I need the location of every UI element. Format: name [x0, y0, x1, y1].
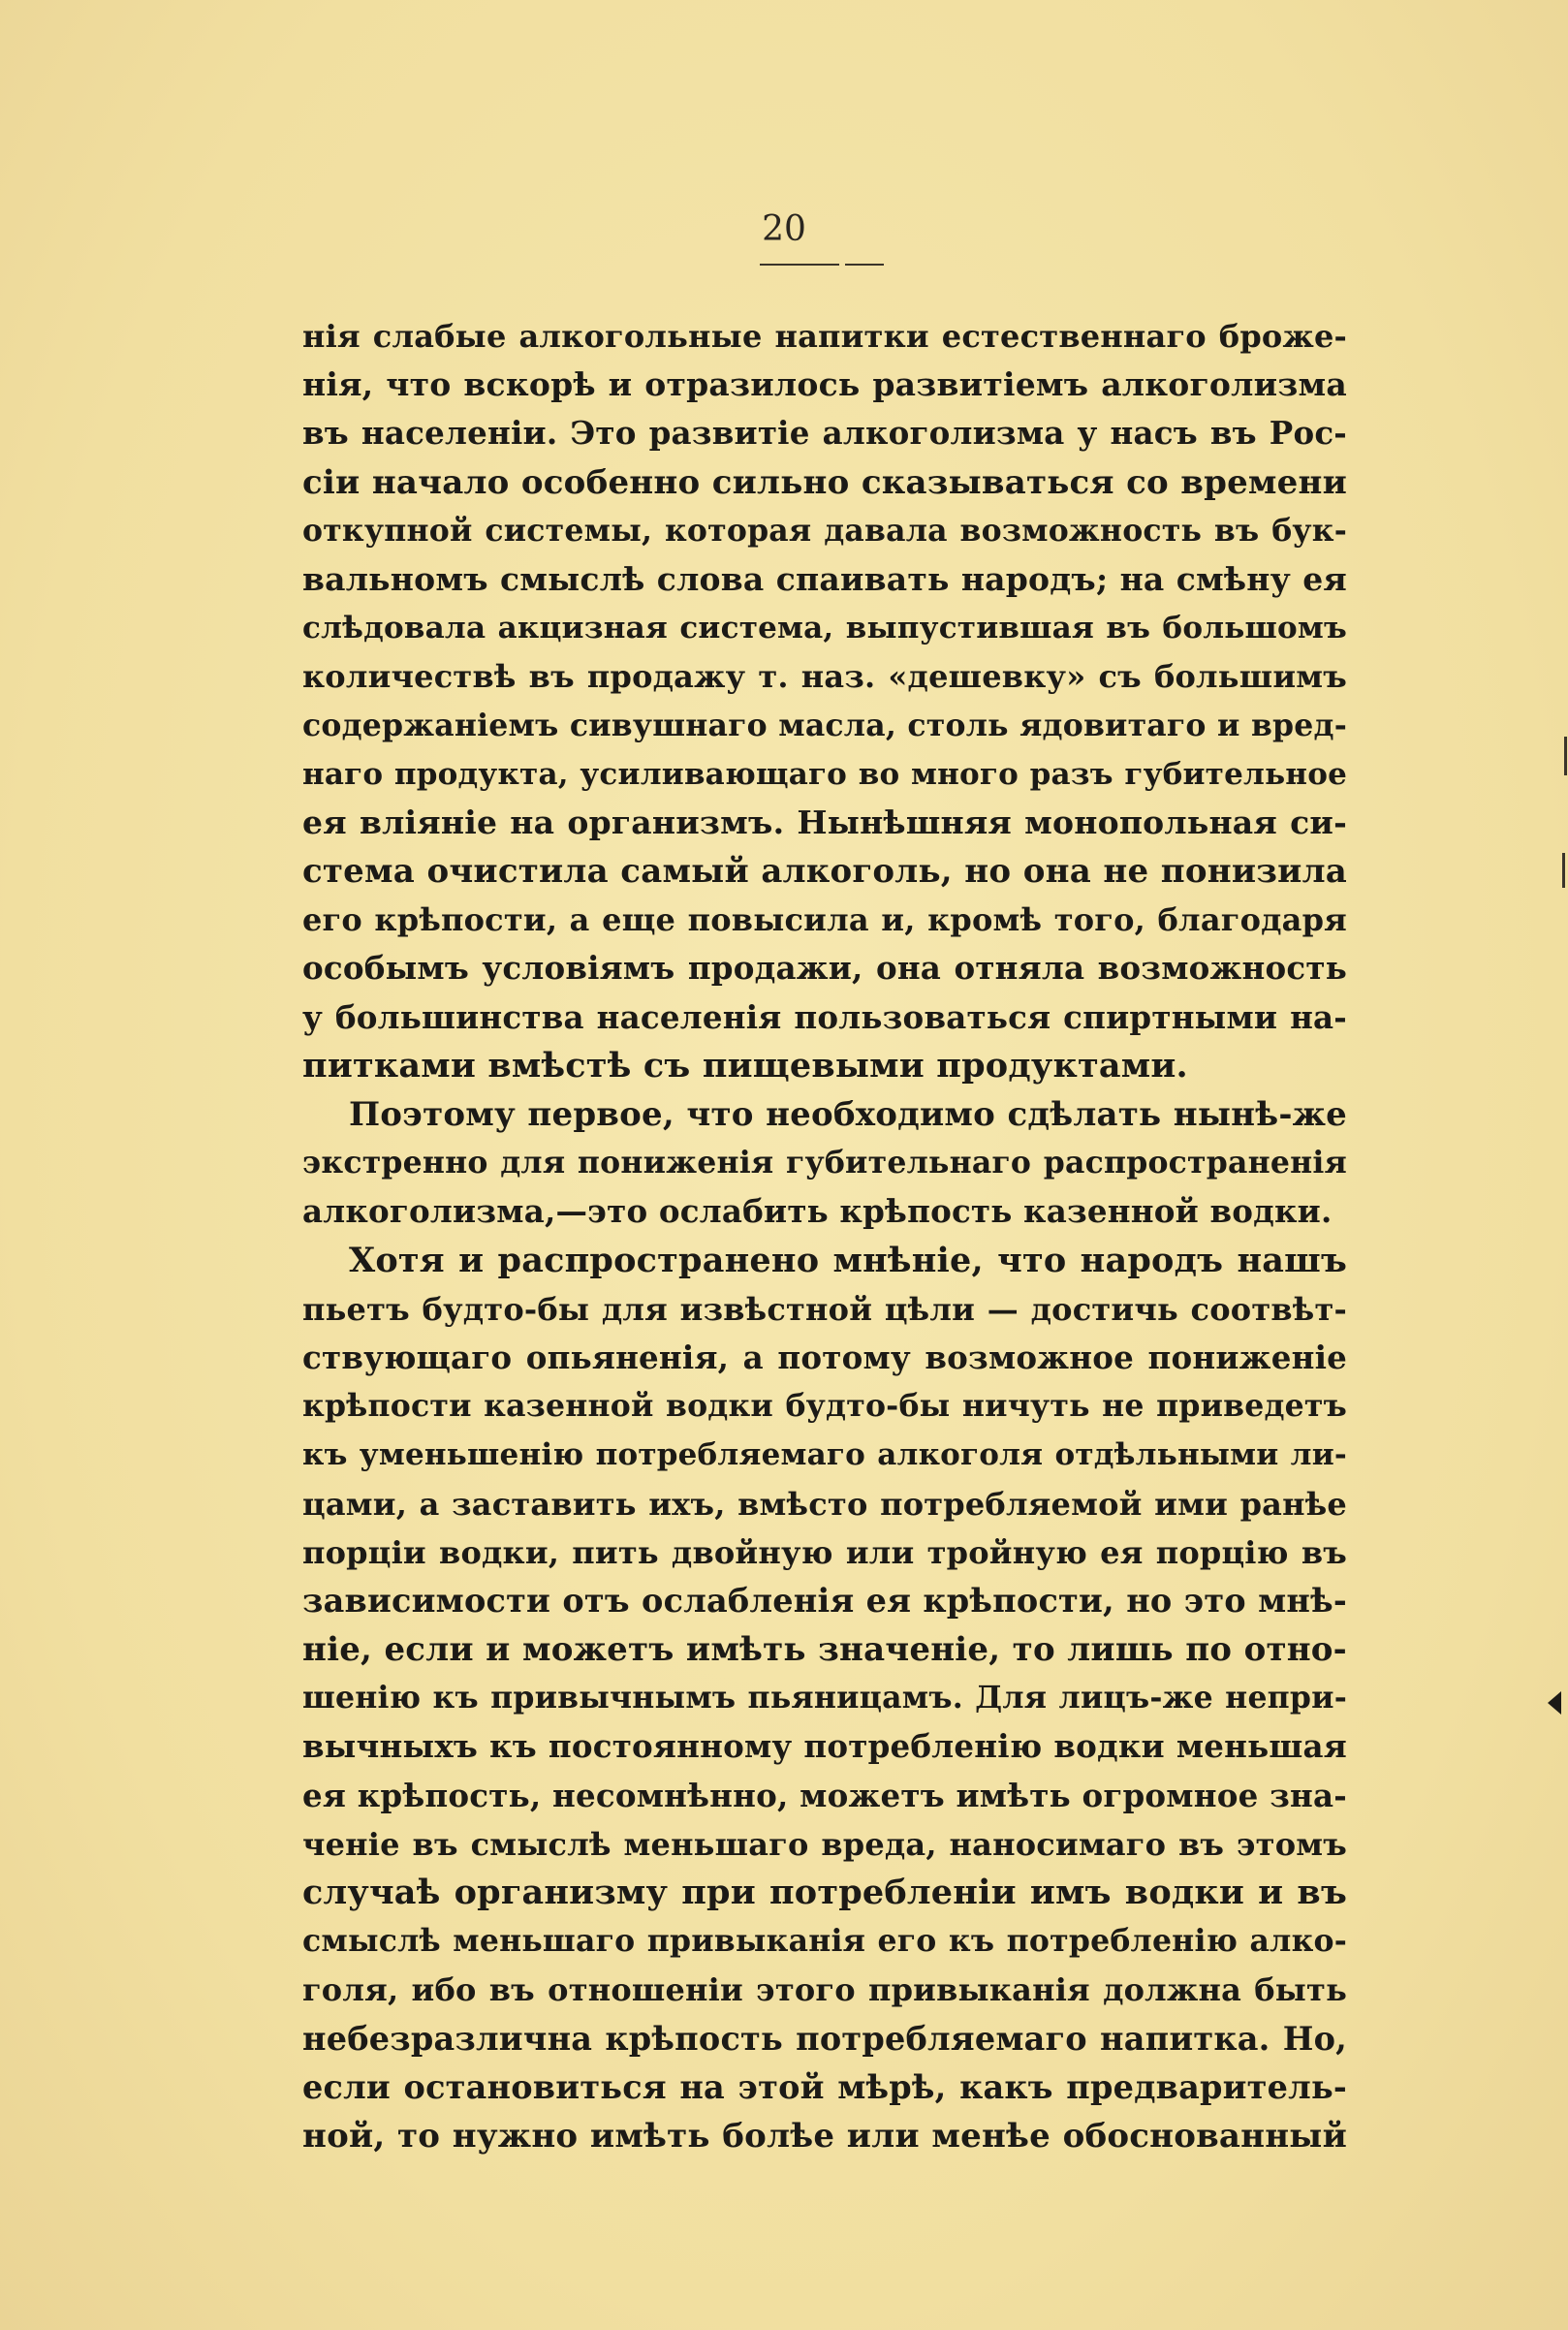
text-line: особымъ условіямъ продажи, она отняла возможность: [302, 949, 1347, 988]
text-line: алкоголизма,—это ослабить крѣпость казенной водки.: [302, 1192, 1333, 1231]
text-line: стема очистила самый алкоголь, но она не понизила: [302, 852, 1347, 892]
header-rule-short: [845, 264, 884, 266]
text-line: у большинства населенія пользоваться спиртными на-: [302, 997, 1347, 1036]
text-line: экстренно для пониженія губительнаго распространенія: [302, 1145, 1347, 1181]
page-number: 20: [762, 209, 806, 249]
text-line: Поэтому первое, что необходимо сдѣлать нынѣ-же: [349, 1095, 1347, 1134]
text-line: нія слабые алкогольные напитки естественнаго броже-: [302, 318, 1347, 355]
text-line: ея вліяніе на организмъ. Нынѣшняя монопольная си-: [302, 803, 1347, 841]
text-line: содержаніемъ сивушнаго масла, столь ядовитаго и вред-: [302, 707, 1347, 743]
edge-speck: [1562, 853, 1565, 888]
text-line: ствующаго опьяненія, а потому возможное пониженіе: [302, 1338, 1347, 1376]
text-line: цами, а заставить ихъ, вмѣсто потребляемой ими ранѣе: [302, 1485, 1347, 1523]
text-line: зависимости отъ ослабленія ея крѣпости, но это мнѣ-: [302, 1581, 1347, 1620]
text-line: его крѣпости, а еще повысила и, кромѣ того, благодаря: [302, 901, 1347, 939]
margin-mark: [1548, 1691, 1561, 1715]
text-line: ной, то нужно имѣть болѣе или менѣе обоснованный: [302, 2116, 1347, 2156]
text-line: откупной системы, которая давала возможность въ бук-: [302, 512, 1347, 549]
text-line: голя, ибо въ отношеніи этого привыканія должна быть: [302, 1971, 1347, 2009]
header-rule: [760, 264, 839, 266]
text-line: случаѣ организму при потребленіи имъ водки и въ: [302, 1873, 1347, 1912]
text-line: ченіе въ смыслѣ меньшаго вреда, наносимаго въ этомъ: [302, 1825, 1347, 1863]
text-line: небезразлична крѣпость потребляемаго напитка. Но,: [302, 2019, 1347, 2058]
text-line: наго продукта, усиливающаго во много разъ губительное: [302, 756, 1347, 792]
text-line: шенію къ привычнымъ пьяницамъ. Для лицъ-же непри-: [302, 1680, 1347, 1716]
text-line: въ населеніи. Это развитіе алкоголизма у насъ въ Рос-: [302, 414, 1347, 453]
text-line: крѣпости казенной водки будто-бы ничуть не приведетъ: [302, 1388, 1347, 1425]
text-line: пьетъ будто-бы для извѣстной цѣли — достичь соотвѣт-: [302, 1290, 1347, 1328]
text-line: количествѣ въ продажу т. наз. «дешевку» съ большимъ: [302, 658, 1347, 696]
text-line: сіи начало особенно сильно сказываться со времени: [302, 462, 1347, 502]
edge-speck: [1564, 737, 1567, 775]
text-line: вальномъ смыслѣ слова спаивать народъ; на смѣну ея: [302, 559, 1347, 598]
text-line: Хотя и распространено мнѣніе, что народъ нашъ: [349, 1240, 1347, 1280]
text-line: ніе, если и можетъ имѣть значеніе, то лишь по отно-: [302, 1630, 1347, 1670]
text-line: питками вмѣстѣ съ пищевыми продуктами.: [302, 1045, 1188, 1086]
body-text: [302, 312, 1347, 2160]
text-line: слѣдовала акцизная система, выпустившая въ большомъ: [302, 611, 1347, 646]
text-line: нія, что вскорѣ и отразилось развитіемъ алкоголизма: [302, 365, 1347, 404]
text-line: ея крѣпость, несомнѣнно, можетъ имѣть огромное зна-: [302, 1776, 1347, 1814]
text-line: смыслѣ меньшаго привыканія его къ потребленію алко-: [302, 1923, 1347, 1960]
text-line: къ уменьшенію потребляемаго алкоголя отдѣльными ли-: [302, 1437, 1347, 1473]
text-line: порціи водки, пить двойную или тройную ея порцію въ: [302, 1533, 1347, 1571]
text-line: если остановиться на этой мѣрѣ, какъ предваритель-: [302, 2067, 1347, 2106]
text-line: вычныхъ къ постоянному потребленію водки меньшая: [302, 1727, 1347, 1766]
